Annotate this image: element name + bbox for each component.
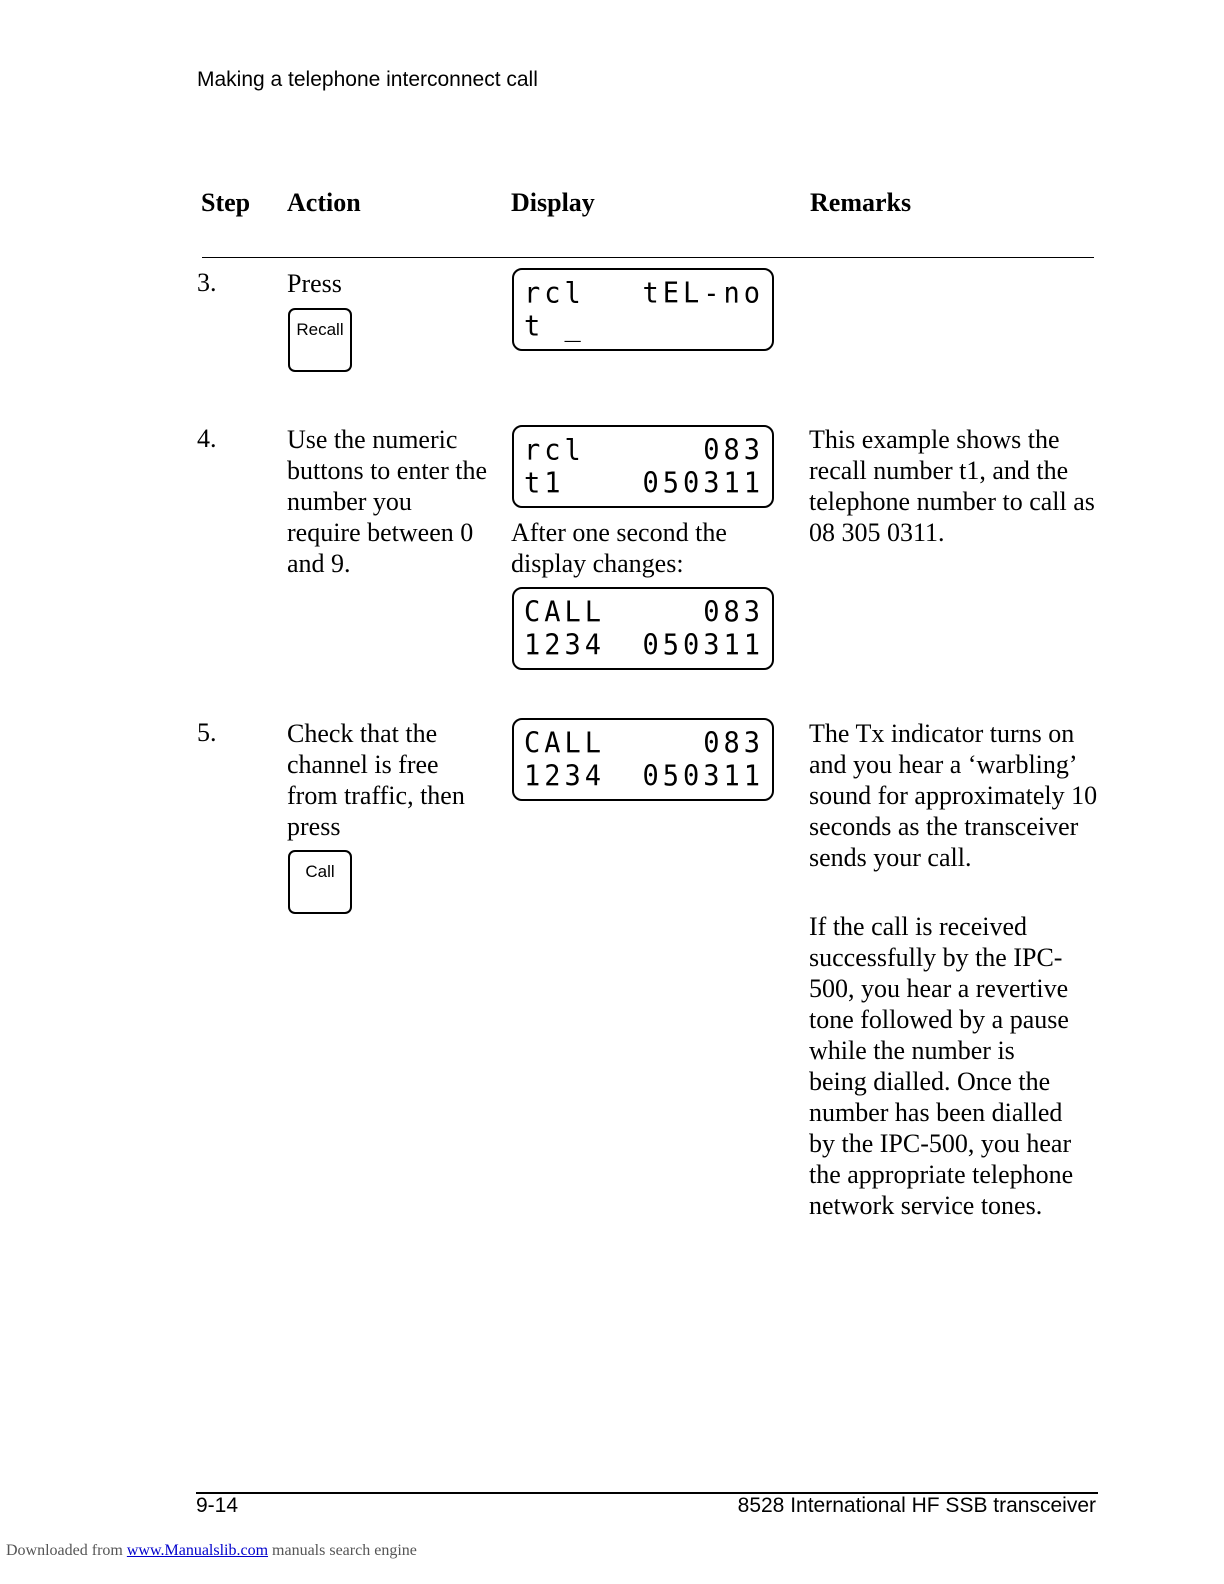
lcd-line2-left: t _ <box>524 310 585 343</box>
lcd-line1-left: rcl <box>524 277 585 310</box>
download-prefix: Downloaded from <box>6 1542 123 1559</box>
column-header-display: Display <box>511 188 595 217</box>
lcd-line1-left: CALL <box>524 596 606 629</box>
step-action: Press <box>287 269 342 298</box>
lcd-line1-right: 083 <box>703 434 764 467</box>
lcd-line1-right: tEL-no <box>642 277 764 310</box>
column-header-action: Action <box>287 188 361 217</box>
step-action: Check that the channel is free from traffic, then press <box>287 719 465 841</box>
lcd-line2-right: 050311 <box>642 467 764 500</box>
call-key-button[interactable]: Call <box>288 850 352 914</box>
remarks-text: If the call is received successfully by the IPC-500, you hear a revertive tone followed by a pause while the number is being dialled. Once the number has been dialled by the IPC-500, you hear the appropriate telephone network service tones. <box>809 912 1074 1220</box>
lcd-line2-left: 1234 <box>524 760 606 793</box>
lcd-line1-left: rcl <box>524 434 585 467</box>
lcd-line1-right: 083 <box>703 596 764 629</box>
lcd-display <box>512 425 774 508</box>
column-header-remarks: Remarks <box>810 188 912 217</box>
column-header-step: Step <box>201 188 251 217</box>
remarks-text: The Tx indicator turns on and you hear a ‘warbling’ sound for approximately 10 seconds as the transceiver sends your call. <box>809 719 1098 872</box>
step-action: Use the numeric buttons to enter the number you require between 0 and 9. <box>287 425 488 578</box>
lcd-line2-right: 050311 <box>642 629 764 662</box>
remarks-text: This example shows the recall number t1, and the telephone number to call as 08 305 0311. <box>809 425 1095 547</box>
lcd-line2-left: 1234 <box>524 629 606 662</box>
step-number: 3. <box>197 268 217 297</box>
lcd-line2-right: 050311 <box>642 760 764 793</box>
lcd-display <box>512 268 774 351</box>
header-rule <box>202 257 1094 258</box>
lcd-line1-left: CALL <box>524 727 606 760</box>
page-number: 9-14 <box>196 1494 239 1517</box>
running-header: Making a telephone interconnect call <box>197 68 538 91</box>
lcd-line1-right: 083 <box>703 727 764 760</box>
step-number: 4. <box>197 424 217 453</box>
download-suffix: manuals search engine <box>272 1542 417 1559</box>
display-note: After one second the display changes: <box>511 518 727 578</box>
product-name: 8528 International HF SSB transceiver <box>737 1494 1096 1517</box>
step-number: 5. <box>197 718 217 747</box>
manualslib-link[interactable]: www.Manualslib.com <box>126 1542 269 1559</box>
lcd-line2-left: t1 <box>524 467 565 500</box>
lcd-display <box>512 718 774 801</box>
download-credit <box>6 1542 417 1560</box>
lcd-display <box>512 587 774 670</box>
recall-key-button[interactable]: Recall <box>288 308 352 372</box>
